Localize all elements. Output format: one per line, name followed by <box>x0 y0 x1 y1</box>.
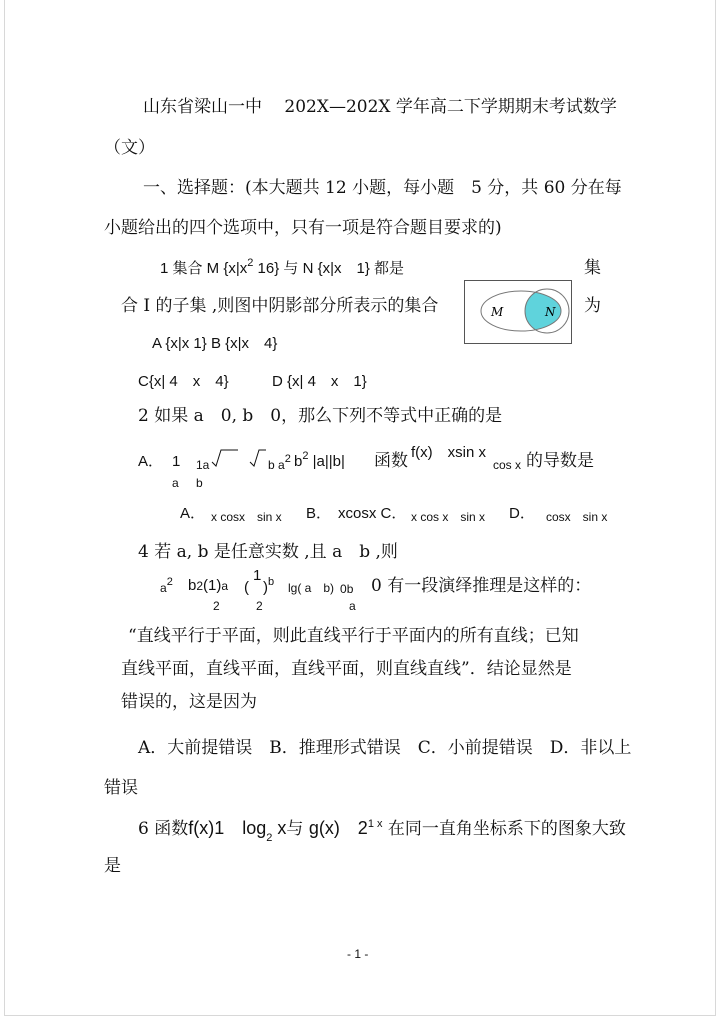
venn-label-m: M <box>491 305 504 319</box>
doc-title-line2: （文） <box>104 138 155 158</box>
q2-option-a-label: A． <box>138 453 164 470</box>
q6-line1 <box>138 818 626 844</box>
q6-prefix: 6 函数 <box>138 819 189 839</box>
q4-b-sup: 2 <box>196 579 204 593</box>
q4-zero: 0 <box>340 582 347 596</box>
q2-frac-num-2: 1a <box>196 458 210 472</box>
q6-fx: f(x)1 log <box>188 818 267 838</box>
page-number: - 1 - <box>347 947 369 961</box>
q1-option-d: D {x| 4 x 1} <box>272 373 367 390</box>
q6-tail: 在同一直角坐标系下的图象大致 <box>387 819 626 839</box>
q3-cosx: cos x <box>493 458 522 472</box>
q1-line2: 合 I 的子集 ,则图中阴影部分所表示的集合 <box>121 296 439 316</box>
q4-frac-den-a: a <box>349 599 356 613</box>
q4-a: a <box>160 581 167 595</box>
section-heading-line2: 小题给出的四个选项中，只有一项是符合题目要求的) <box>104 218 502 238</box>
q3-function: f(x) xsin x <box>411 444 487 461</box>
q5-options: A．大前提错误 B．推理形式错误 C．小前提错误 D．非以上 <box>138 738 632 758</box>
q2-sqrt-symbol-1 <box>210 448 240 470</box>
q2-sqrt-symbol-2 <box>248 448 268 470</box>
q4-tail: 0 有一段演绎推理是这样的： <box>371 576 592 596</box>
q2-frac-den-a: a <box>172 476 179 490</box>
q3-derivative-text: 的导数是 <box>526 451 594 471</box>
section-heading-line1: 一、选择题：(本大题共 12 小题，每小题 5 分，共 60 分在每 <box>143 178 622 198</box>
q4-frac-paren: (1) <box>203 577 222 594</box>
q2-option-b-expr <box>268 455 291 476</box>
q3-option-b-c: xcosx C． <box>338 505 407 522</box>
q4-opt-b <box>188 576 228 596</box>
venn-label-n: N <box>545 305 556 319</box>
q3-option-a: x cosx sin x <box>211 510 282 524</box>
q6-gx: g(x) 2 <box>308 818 368 838</box>
q4-frac-b: b <box>346 582 354 596</box>
q1-set-m: 1 集合 M {x|x <box>160 260 248 277</box>
q2-frac-num-1: 1 <box>172 453 181 470</box>
q5-line2: 直线平面，直线平面，直线平面，则直线直线”．结论显然是 <box>121 659 572 679</box>
q2-sup-a: 2 <box>284 453 291 465</box>
q2-root-b: b a <box>268 458 285 472</box>
q3-option-c: x cos x sin x <box>411 510 486 524</box>
q2-abs: |a||b| <box>308 453 345 470</box>
q2-option-c-d-expr <box>294 452 345 473</box>
q6-log-base: 2 <box>266 832 273 844</box>
q1-set-n: 16} 与 N {x|x 1} 都是 <box>253 260 404 277</box>
q4-half-den-2: 2 <box>256 599 263 613</box>
q4-b: b <box>188 577 197 594</box>
q3-option-d-label: D． <box>509 505 535 522</box>
q4-opt-a <box>160 578 173 599</box>
q5-line3: 错误的，这是因为 <box>121 692 257 712</box>
q1-option-c: C{x| 4 x 4} <box>138 373 229 390</box>
q2-sup-b: 2 <box>302 450 309 462</box>
q3-option-d: cosx sin x <box>546 510 608 524</box>
q3-option-a-label: A． <box>180 505 206 522</box>
q1-right-word-2: 为 <box>584 296 601 316</box>
q4-pow-b: b <box>268 576 275 588</box>
q4-half-num-2: 1 <box>253 567 262 584</box>
q4-opt-d-lg: lg( a b) <box>288 581 335 595</box>
q6-line2: 是 <box>104 856 121 876</box>
q2-b: b <box>294 453 303 470</box>
q6-x: x <box>272 818 287 838</box>
q1-sup: 2 <box>247 257 254 269</box>
q1-right-word-1: 集 <box>584 258 601 278</box>
q4-a-sup: 2 <box>166 576 173 588</box>
q5-line1: “直线平行于平面，则此直线平行于平面内的所有直线；已知 <box>128 626 579 646</box>
q1-option-a-b: A {x|x 1} B {x|x 4} <box>152 335 278 352</box>
q4-pow-a: a <box>221 579 229 593</box>
q6-with: 与 <box>286 819 304 839</box>
venn-diagram <box>464 280 572 344</box>
q1-line1 <box>160 258 404 280</box>
q4-half-den-1: 2 <box>213 599 220 613</box>
q4-paren-close: ) <box>263 579 268 596</box>
q2-line: 2 如果 a 0, b 0，那么下列不等式中正确的是 <box>138 406 503 426</box>
q3-prefix: 函数 <box>374 451 408 471</box>
q4-opt-c-paren-open: ( <box>244 579 249 596</box>
q3-option-b-label: B． <box>306 505 332 522</box>
doc-title-line1: 山东省梁山一中 202X—202X 学年高二下学期期末考试数学 <box>143 97 617 117</box>
q6-exponent: 1 x <box>367 818 383 830</box>
q4-line: 4 若 a, b 是任意实数 ,且 a b ,则 <box>138 542 398 562</box>
q5-options-cont: 错误 <box>104 778 138 798</box>
q2-frac-den-b: b <box>196 476 203 490</box>
q4-opt-c-paren-close <box>263 578 274 599</box>
